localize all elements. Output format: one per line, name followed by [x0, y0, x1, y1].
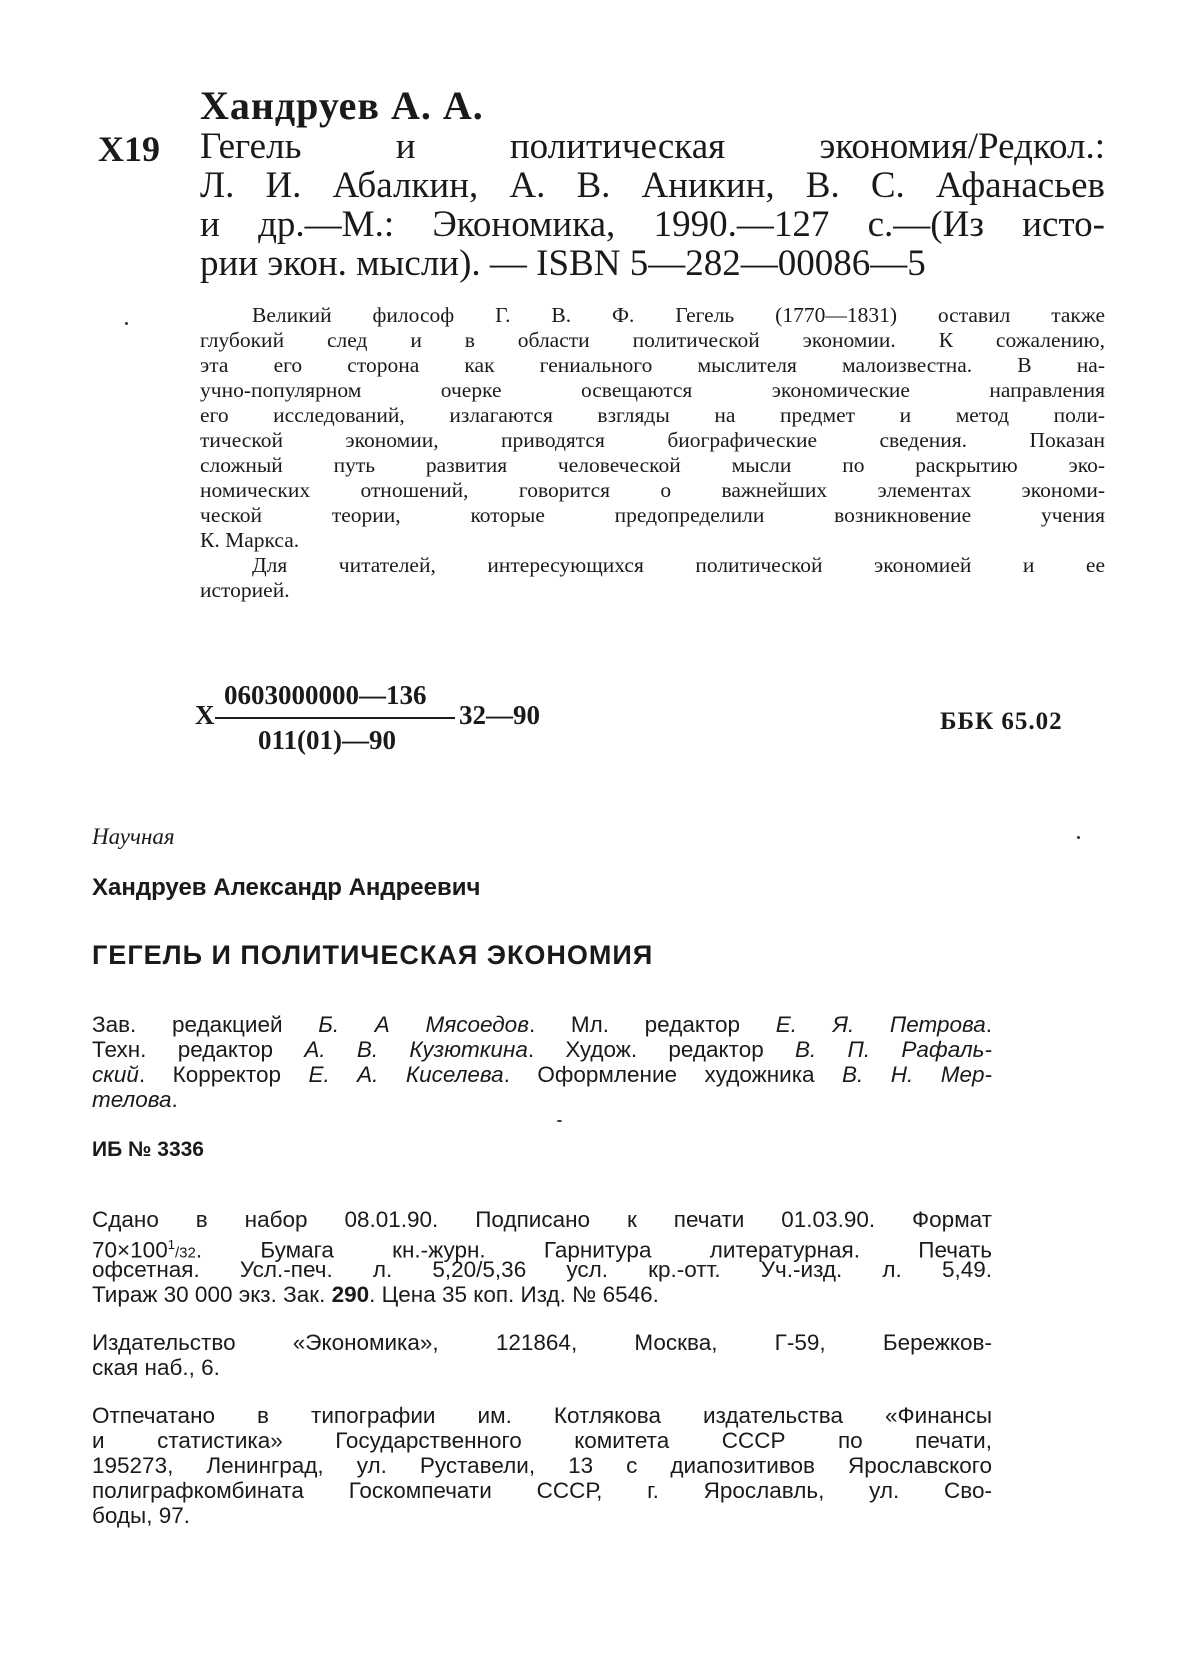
annotation-line: глубокий след и в области политической экономии. К сожалению,: [200, 328, 1105, 352]
formula-numerator: 0603000000—136: [224, 680, 427, 710]
full-author-name: Хандруев Александр Андреевич: [92, 874, 481, 901]
print-line: [92, 1282, 992, 1307]
audience-line: Для читателей, интересующихся политической экономией и ее: [252, 553, 1105, 577]
text-span: .: [985, 1012, 993, 1037]
print-line: Сдано в набор 08.01.90. Подписано к печати 01.03.90. Формат: [92, 1207, 992, 1232]
editor-name: В. П. Рафаль-: [795, 1037, 992, 1062]
text-span: .: [171, 1087, 178, 1112]
order-number: 290: [331, 1282, 370, 1307]
printer-line: и статистика» Государственного комитета СССР по печати,: [92, 1428, 992, 1453]
annotation-line: ческой теории, которые предопределили возникновение учения: [200, 503, 1105, 527]
text-span: 70×100: [92, 1237, 168, 1263]
bib-line: Л. И. Абалкин, А. В. Аникин, В. С. Афанасьев: [200, 165, 1105, 206]
editor-name: А. В. Кузюткина: [304, 1037, 528, 1062]
annotation-line: эта его сторона как гениального мыслителя малоизвестна. В на-: [200, 353, 1105, 377]
printer-line: полиграфкомбината Госкомпечати СССР, г. Ярославль, ул. Сво-: [92, 1478, 992, 1503]
editors-line: [92, 1087, 992, 1112]
formula-fraction-bar: [215, 717, 455, 719]
formula-suffix: 32—90: [459, 700, 540, 730]
speck: [125, 322, 128, 325]
editor-name: Б. А Мясоедов: [318, 1012, 529, 1037]
author-heading: Хандруев А. А.: [200, 83, 484, 128]
editors-line: [92, 1012, 992, 1037]
formula-denominator: 011(01)—90: [258, 725, 396, 755]
speck: [557, 1120, 562, 1122]
format-sub: /32: [174, 1244, 196, 1262]
ib-number: ИБ № 3336: [92, 1138, 204, 1161]
text-span: . Мл. редактор: [528, 1012, 776, 1037]
bib-line: рии экон. мысли). — ISBN 5—282—00086—5: [200, 243, 926, 284]
annotation-line: Великий философ Г. В. Ф. Гегель (1770—1831) оставил также: [252, 303, 1105, 327]
text-span: Тираж 30 000 экз. Зак.: [92, 1282, 332, 1307]
editor-name: ский: [92, 1062, 139, 1087]
annotation-line: номических отношений, говорится о важнейших элементах экономи-: [200, 478, 1105, 502]
book-title: ГЕГЕЛЬ И ПОЛИТИЧЕСКАЯ ЭКОНОМИЯ: [92, 940, 654, 970]
editor-name: В. Н. Мер-: [842, 1062, 992, 1087]
printer-line: боды, 97.: [92, 1503, 190, 1528]
editor-name: телова: [92, 1087, 172, 1112]
format-sup: 1: [167, 1237, 175, 1252]
annotation-line: сложный путь развития человеческой мысли по раскрытию эко-: [200, 453, 1105, 477]
text-span: . Корректор: [138, 1062, 309, 1087]
annotation-line: тической экономии, приводятся биографические сведения. Показан: [200, 428, 1105, 452]
bib-line: и др.—М.: Экономика, 1990.—127 с.—(Из исто-: [200, 204, 1105, 245]
text-span: . Цена 35 коп. Изд. № 6546.: [369, 1282, 659, 1307]
text-span: Зав. редакцией: [92, 1012, 319, 1037]
text-span: . Бумага кн.-журн. Гарнитура литературная. Печать: [195, 1237, 992, 1263]
catalog-code: Х19: [98, 129, 160, 169]
audience-line: историей.: [200, 578, 290, 602]
printer-line: 195273, Ленинград, ул. Руставели, 13 с диапозитивов Ярославского: [92, 1453, 992, 1478]
text-span: Техн. редактор: [92, 1037, 305, 1062]
text-span: . Худож. редактор: [527, 1037, 796, 1062]
text-span: . Оформление художника: [503, 1062, 843, 1087]
editor-name: Е. А. Киселева: [308, 1062, 504, 1087]
editor-name: Е. Я. Петрова: [775, 1012, 986, 1037]
speck: [1077, 836, 1080, 839]
editors-line: [92, 1062, 992, 1087]
publisher-line: Издательство «Экономика», 121864, Москва, Г-59, Бережков-: [92, 1330, 992, 1355]
annotation-line: К. Маркса.: [200, 528, 300, 552]
bib-line: Гегель и политическая экономия/Редкол.:: [200, 126, 1105, 167]
annotation-line: учно-популярном очерке освещаются экономические направления: [200, 378, 1105, 402]
print-line: офсетная. Усл.-печ. л. 5,20/5,36 усл. кр.-отт. Уч.-изд. л. 5,49.: [92, 1257, 992, 1282]
annotation-line: его исследований, излагаются взгляды на предмет и метод поли-: [200, 403, 1105, 427]
publisher-line: ская наб., 6.: [92, 1355, 220, 1380]
bbk-code: ББК 65.02: [940, 708, 1063, 735]
editors-line: [92, 1037, 992, 1062]
printer-line: Отпечатано в типографии им. Котлякова издательства «Финансы: [92, 1403, 992, 1428]
genre-label: Научная: [92, 824, 175, 849]
formula-prefix: Х: [195, 700, 215, 730]
